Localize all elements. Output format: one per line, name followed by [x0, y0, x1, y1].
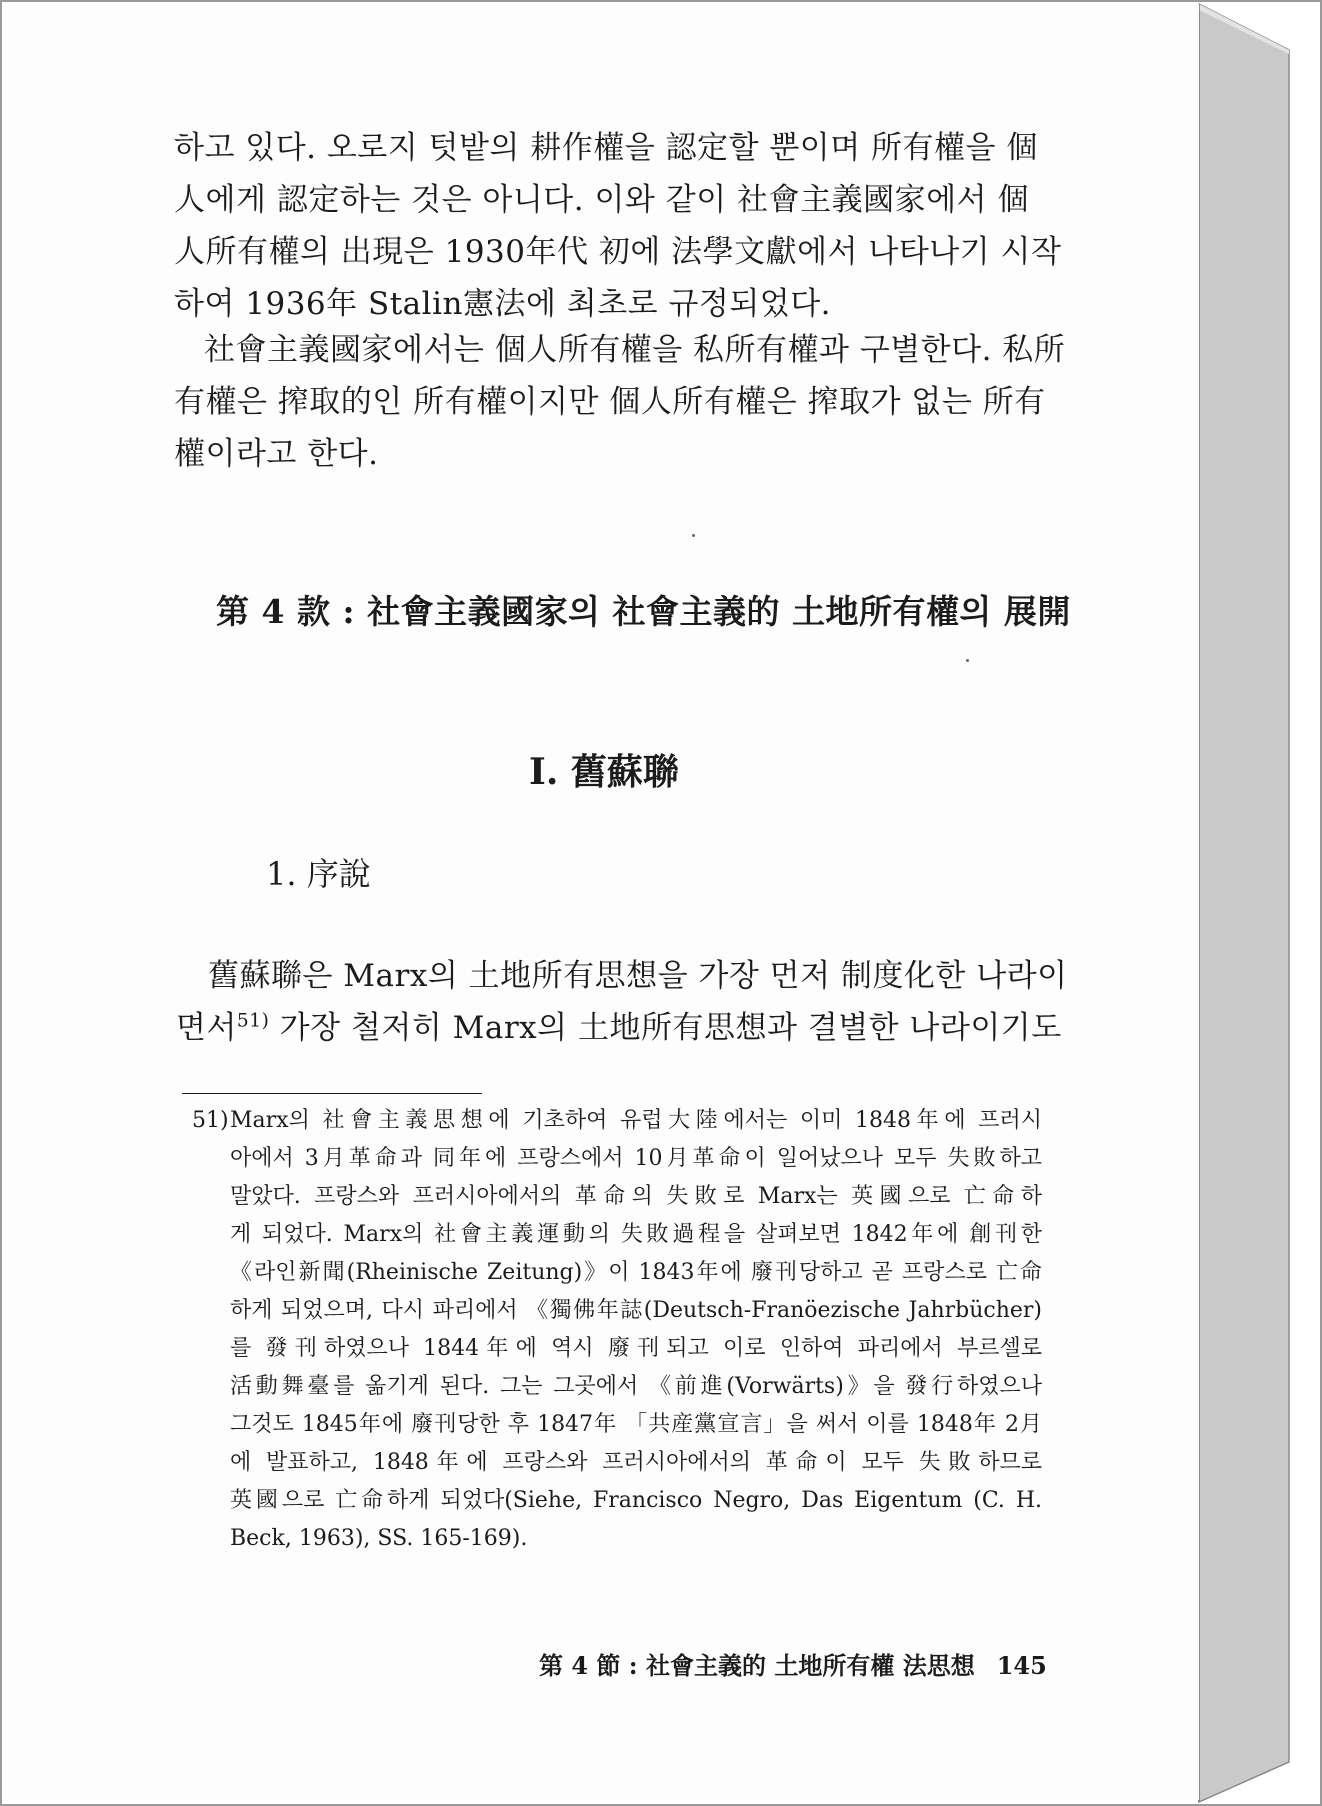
- footnote-line: Beck, 1963), SS. 165-169).: [230, 1526, 528, 1551]
- speck: [692, 534, 695, 537]
- text-fragment: 가장 철저히 Marx의 土地所有思想과 결별한 나라이기도: [269, 1010, 1062, 1046]
- footnote-line: 英國으로 亡命하게 되었다(Siehe, Francisco Negro, Das Eigentum (C. H.: [230, 1488, 1042, 1513]
- sub-heading: 1. 序說: [266, 855, 371, 893]
- text-line: 人所有權의 出現은 1930年代 初에 法學文獻에서 나타나기 시작: [174, 234, 1062, 270]
- roman-heading: Ⅰ. 舊蘇聯: [529, 751, 679, 793]
- running-title: 第 4 節 : 社會主義的 土地所有權 法思想: [539, 1651, 975, 1680]
- speck: [966, 659, 969, 662]
- text-line: 有權은 搾取的인 所有權이지만 個人所有權은 搾取가 없는 所有: [174, 384, 1046, 420]
- text-line: 舊蘇聯은 Marx의 土地所有思想을 가장 먼저 制度化한 나라이: [208, 958, 1068, 994]
- footnote-line: 를 發刊하였으나 1844年에 역시 廢刊되고 이로 인하여 파리에서 부르셀로: [230, 1336, 1042, 1361]
- footnote-line: 에 발표하고, 1848年에 프랑스와 프러시아에서의 革命이 모두 失敗하므로: [230, 1450, 1042, 1475]
- footnote-body: [230, 1102, 1042, 1558]
- footnote-number: 51): [192, 1108, 229, 1133]
- text-line: 人에게 認定하는 것은 아니다. 이와 같이 社會主義國家에서 個: [174, 182, 1029, 218]
- page-footer: [539, 1646, 1047, 1681]
- text-line: 하고 있다. 오로지 텃밭의 耕作權을 認定할 뿐이며 所有權을 個: [174, 130, 1038, 166]
- footnote-line: 活動舞臺를 옮기게 된다. 그는 그곳에서 《前進(Vorwärts)》을 發行하였으나: [230, 1374, 1042, 1399]
- top-paragraph: [174, 122, 1062, 330]
- footnote-line: 게 되었다. Marx의 社會主義運動의 失敗過程을 살펴보면 1842年에 創刊한: [230, 1222, 1042, 1247]
- page-number: 145: [996, 1651, 1047, 1680]
- footnote-line: Marx의 社會主義思想에 기초하여 유럽大陸에서는 이미 1848年에 프러시: [230, 1108, 1042, 1133]
- footnote-line: 《라인新聞(Rheinische Zeitung)》이 1843年에 廢刊당하고 곧 프랑스로 亡命: [230, 1260, 1042, 1285]
- text-line: 社會主義國家에서는 個人所有權을 私所有權과 구별한다. 私所: [204, 332, 1066, 368]
- text-line: 權이라고 한다.: [174, 436, 379, 472]
- section-heading: 第 4 款 : 社會主義國家의 社會主義的 土地所有權의 展開: [216, 592, 1071, 631]
- footnote-line: 그것도 1845年에 廢刊당한 후 1847年 「共産黨宣言」을 써서 이를 1848年 2月: [230, 1412, 1042, 1437]
- text-line: [176, 1002, 1062, 1054]
- second-paragraph: [174, 324, 1066, 480]
- third-paragraph: [176, 950, 1068, 1054]
- text-fragment: 면서: [176, 1010, 237, 1046]
- footnote-ref: 51): [236, 1010, 270, 1032]
- book-page: [4, 4, 1199, 1800]
- footnote-line: 아에서 3月革命과 同年에 프랑스에서 10月革命이 일어났으나 모두 失敗하고: [230, 1146, 1042, 1171]
- footnote-line: 하게 되었으며, 다시 파리에서 《獨佛年誌(Deutsch-Franöezische Jahrbücher): [230, 1298, 1042, 1323]
- text-line: 하여 1936年 Stalin憲法에 최초로 규정되었다.: [174, 286, 832, 322]
- footnote-divider: [182, 1093, 482, 1094]
- footnote-line: 말았다. 프랑스와 프러시아에서의 革命의 失敗로 Marx는 英國으로 亡命하: [230, 1184, 1042, 1209]
